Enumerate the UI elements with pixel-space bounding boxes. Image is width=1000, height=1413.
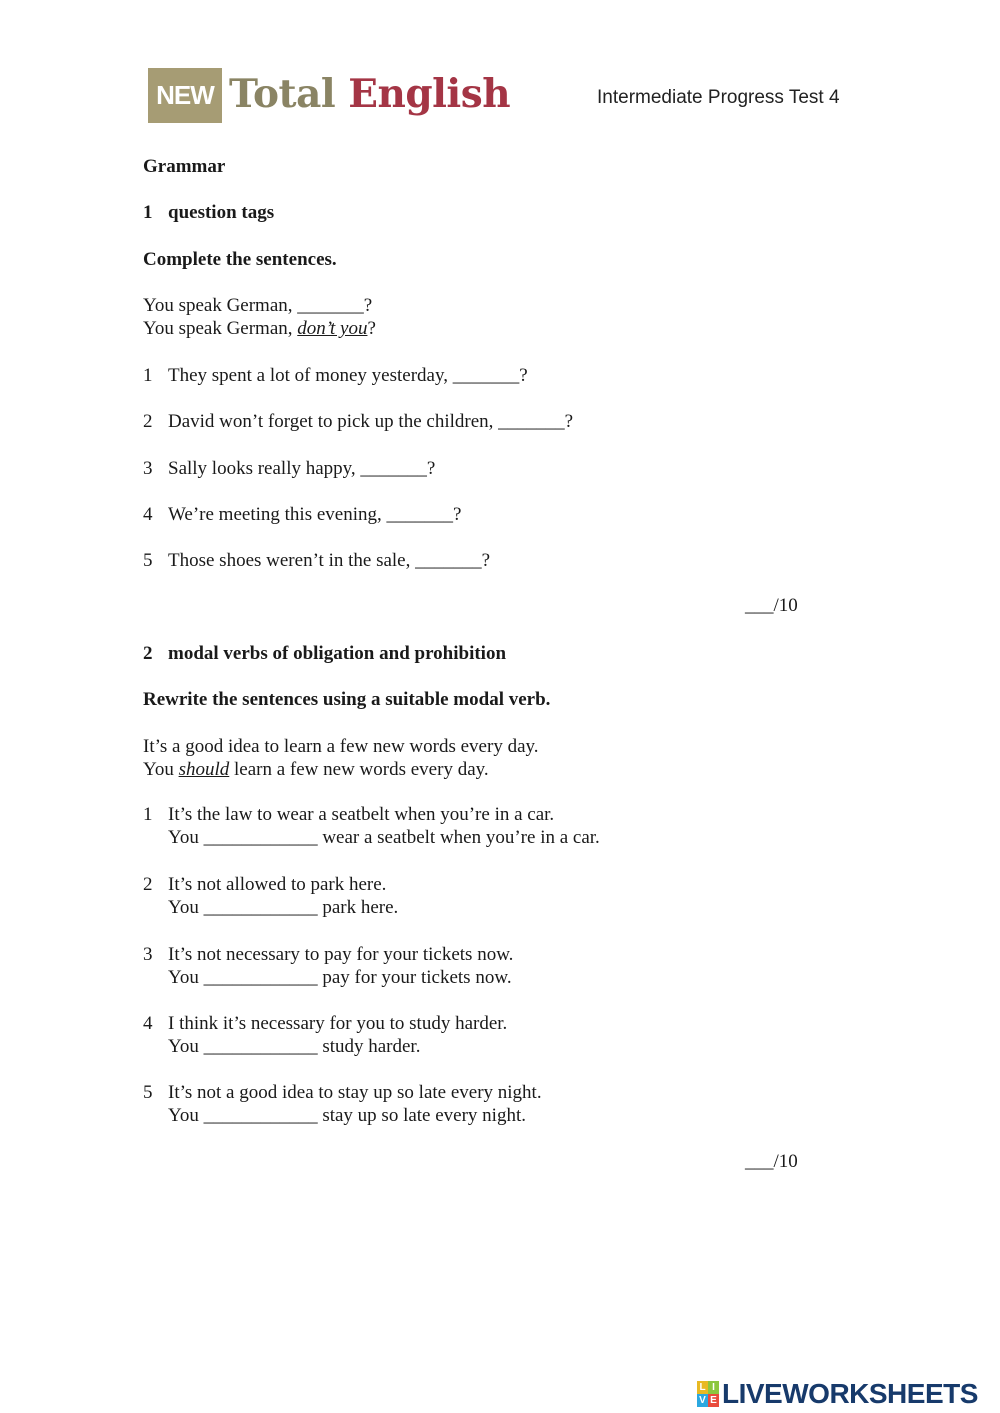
example-answer-prefix: You speak German,	[143, 318, 298, 339]
part2-item[interactable]	[143, 803, 600, 849]
item-number: 3	[143, 458, 153, 479]
item-number: 5	[143, 550, 153, 571]
item-number: 5	[143, 1082, 153, 1103]
part1-example-answer	[143, 317, 376, 340]
part2-item[interactable]	[143, 873, 398, 919]
part1-example-question: You speak German, _______?	[143, 295, 373, 316]
part1-item[interactable]	[143, 457, 435, 480]
item-number: 2	[143, 874, 153, 895]
logo-word-total: Total	[229, 71, 336, 117]
item-text: David won’t forget to pick up the children, _______?	[168, 411, 574, 432]
logo-tile: V	[697, 1394, 708, 1407]
item-rewrite: You ____________ study harder.	[168, 1036, 421, 1057]
example-answer-prefix: You	[143, 759, 179, 780]
section-title: Grammar	[143, 156, 226, 177]
part2-item[interactable]	[143, 1012, 507, 1058]
item-number: 4	[143, 1013, 153, 1034]
item-rewrite: You ____________ pay for your tickets now.	[168, 967, 512, 988]
item-prompt: It’s not allowed to park here.	[168, 874, 387, 895]
test-title: Intermediate Progress Test 4	[597, 87, 840, 108]
item-rewrite: You ____________ stay up so late every night.	[168, 1105, 526, 1126]
item-text: They spent a lot of money yesterday, _______?	[168, 365, 528, 386]
part1-instruction: Complete the sentences.	[143, 249, 337, 270]
item-number: 1	[143, 804, 153, 825]
part2-item[interactable]	[143, 943, 513, 989]
part1-item[interactable]	[143, 503, 461, 526]
item-number: 3	[143, 944, 153, 965]
part1-item[interactable]	[143, 364, 528, 387]
example-answer-suffix: ?	[367, 318, 376, 339]
part2-example-question: It’s a good idea to learn a few new words every day.	[143, 736, 539, 757]
part2-score: ___/10	[745, 1151, 798, 1172]
example-answer-modal: should	[178, 759, 230, 780]
logo-word-english: English	[348, 71, 511, 117]
liveworksheets-logo-icon	[697, 1381, 719, 1407]
liveworksheets-watermark	[697, 1379, 978, 1409]
logo-tile: L	[697, 1381, 708, 1394]
part1-score: ___/10	[745, 595, 798, 616]
item-number: 4	[143, 504, 153, 525]
item-text: We’re meeting this evening, _______?	[168, 504, 462, 525]
part1-item[interactable]	[143, 549, 490, 572]
logo-wordmark	[229, 66, 510, 122]
logo-badge: NEW	[148, 68, 222, 123]
part2-number: 2	[143, 643, 153, 664]
liveworksheets-text: LIVEWORKSHEETS	[722, 1378, 978, 1409]
example-answer-suffix: learn a few new words every day.	[229, 759, 489, 780]
part1-heading	[143, 201, 274, 224]
item-rewrite: You ____________ park here.	[168, 897, 399, 918]
item-text: Sally looks really happy, _______?	[168, 458, 436, 479]
item-number: 2	[143, 411, 153, 432]
item-prompt: It’s not necessary to pay for your tickets now.	[168, 944, 514, 965]
logo-tile: E	[708, 1394, 719, 1407]
item-rewrite: You ____________ wear a seatbelt when you’re in a car.	[168, 827, 600, 848]
part2-example-answer	[143, 758, 489, 781]
example-answer-tag: don’t you	[297, 318, 368, 339]
part1-title: question tags	[168, 202, 275, 223]
part1-item[interactable]	[143, 410, 573, 433]
item-number: 1	[143, 365, 153, 386]
item-prompt: It’s not a good idea to stay up so late every night.	[168, 1082, 542, 1103]
part2-title: modal verbs of obligation and prohibition	[168, 643, 507, 664]
part2-item[interactable]	[143, 1081, 542, 1127]
part1-number: 1	[143, 202, 153, 223]
item-text: Those shoes weren’t in the sale, _______?	[168, 550, 491, 571]
logo-tile: I	[708, 1381, 719, 1394]
part2-instruction: Rewrite the sentences using a suitable modal verb.	[143, 689, 551, 710]
part2-heading	[143, 642, 506, 665]
item-prompt: It’s the law to wear a seatbelt when you’re in a car.	[168, 804, 555, 825]
item-prompt: I think it’s necessary for you to study harder.	[168, 1013, 508, 1034]
